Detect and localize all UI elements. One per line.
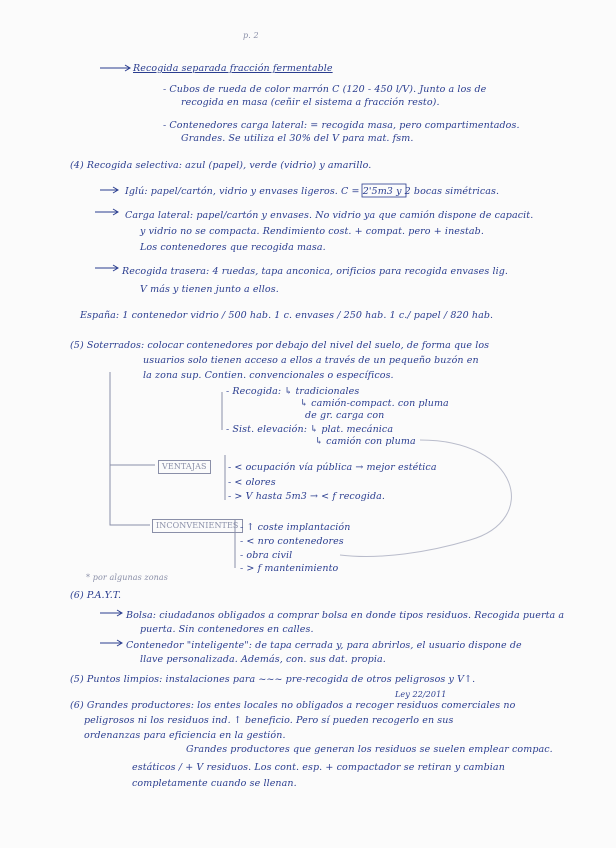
text-line: V más y tienen junto a ellos.: [140, 284, 279, 295]
text-line: - Sist. elevación: ↳ plat. mecánica: [226, 424, 394, 435]
arrow-icon: [100, 640, 122, 646]
arrow-icon: [100, 610, 122, 616]
text-line: Los contenedores que recogida masa.: [140, 242, 326, 253]
text-line: llave personalizada. Además, con. sus dat. propia.: [140, 654, 386, 665]
text-line: estáticos / + V residuos. Los cont. esp. + compactador se retiran y cambian: [132, 762, 505, 773]
header-scribble: p. 2: [243, 31, 259, 40]
bracket-line: [110, 372, 150, 525]
list-item: - < olores: [228, 477, 276, 488]
text-line: - Cubos de rueda de color marrón C (120 - 450 l/V). Junto a los de: [163, 84, 487, 95]
text-line: puerta. Sin contenedores en calles.: [140, 624, 314, 635]
list-item: - ↑ coste implantación: [240, 522, 351, 533]
text-line: completamente cuando se llenan.: [132, 778, 297, 789]
text-line: España: 1 contenedor vidrio / 500 hab. 1 c. envases / 250 hab. 1 c./ papel / 820 hab.: [80, 310, 494, 321]
text-line: peligrosos ni los residuos ind. ↑ beneficio. Pero sí pueden recogerlo en sus: [84, 715, 454, 726]
text-line: usuarios solo tienen acceso a ellos a través de un pequeño buzón en: [143, 355, 479, 366]
text-line: Grandes productores que generan los residuos se suelen emplear compac.: [186, 744, 553, 755]
arrow-icon: [100, 65, 130, 71]
section-header: (6) P.A.Y.T.: [70, 590, 122, 601]
text-line: la zona sup. Contien. convencionales o específicos.: [143, 370, 394, 381]
text-line: - Recogida: ↳ tradicionales: [226, 386, 360, 397]
text-line: recogida en masa (ceñir el sistema a fracción resto).: [181, 97, 440, 108]
list-item: - obra civil: [240, 550, 293, 561]
section-header: (5) Soterrados: colocar contenedores por debajo del nivel del suelo, de forma que los: [70, 340, 490, 351]
arrow-icon: [100, 187, 118, 193]
arrow-icon: [95, 265, 118, 271]
list-item: - > f mantenimiento: [240, 563, 339, 574]
section-title: Recogida separada fracción fermentable: [133, 63, 333, 74]
arrow-icon: [95, 209, 118, 215]
annotation: Ley 22/2011: [395, 690, 447, 699]
text-line: - Contenedores carga lateral: = recogida masa, pero compartimentados.: [163, 120, 520, 131]
text-line: y vidrio no se compacta. Rendimiento cost. + compat. pero + inestab.: [140, 226, 484, 237]
text-line: ↳ camión con pluma: [315, 436, 416, 447]
text-line: de gr. carga con: [305, 410, 385, 421]
list-item: - < nro contenedores: [240, 536, 344, 547]
text-line: ordenanzas para eficiencia en la gestión.: [84, 730, 286, 741]
section-header: (4) Recogida selectiva: azul (papel), verde (vidrio) y amarillo.: [70, 160, 372, 171]
text-line: ↳ camión-compact. con pluma: [300, 398, 449, 409]
section-header: (5) Puntos limpios: instalaciones para ~~~ pre-recogida de otros peligrosos y V↑.: [70, 674, 476, 685]
list-item: - > V hasta 5m3 → < f recogida.: [228, 491, 386, 502]
text-line: Iglú: papel/cartón, vidrio y envases ligeros. C = 2'5m3 y 2 bocas simétricas.: [125, 186, 500, 197]
text-line: Recogida trasera: 4 ruedas, tapa anconica, orificios para recogida envases lig.: [122, 266, 509, 277]
inconvenientes-label: INCONVENIENTES: [152, 519, 243, 533]
section-header: (6) Grandes productores: los entes locales no obligados a recoger residuos comerciales no: [70, 700, 516, 711]
ventajas-label: VENTAJAS: [158, 460, 211, 474]
list-item: - < ocupación vía pública → mejor estética: [228, 462, 437, 473]
text-line: Carga lateral: papel/cartón y envases. No vidrio ya que camión dispone de capacit.: [125, 210, 534, 221]
footnote: * por algunas zonas: [86, 573, 168, 582]
text-line: Grandes. Se utiliza el 30% del V para mat. fsm.: [181, 133, 414, 144]
text-line: Bolsa: ciudadanos obligados a comprar bolsa en donde tipos residuos. Recogida puerta a: [126, 610, 565, 621]
text-line: Contenedor "inteligente": de tapa cerrada y, para abrirlos, el usuario dispone de: [126, 640, 522, 651]
